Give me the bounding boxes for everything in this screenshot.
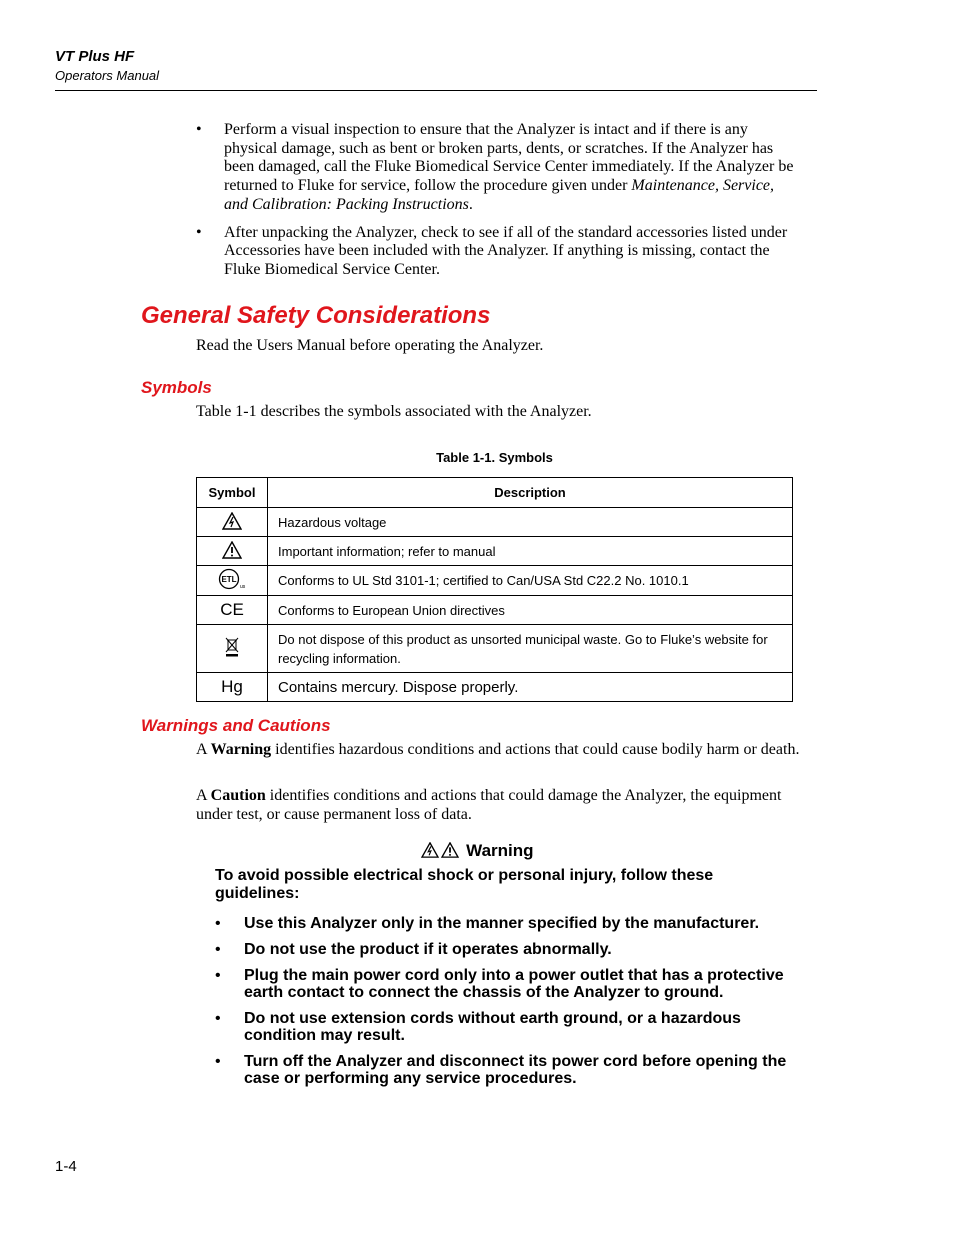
bullet-glyph: • (215, 915, 221, 932)
warning-def-prefix: A (196, 741, 211, 758)
bullet-glyph: • (196, 223, 202, 241)
warning-item-text: Use this Analyzer only in the manner specified by the manufacturer. (244, 915, 760, 932)
page-number: 1-4 (55, 1158, 77, 1175)
header-subtitle: Operators Manual (55, 68, 160, 83)
table-caption: Table 1-1. Symbols (436, 450, 553, 465)
column-header-symbol: Symbol (197, 478, 268, 508)
header-title: VT Plus HF (55, 48, 135, 65)
list-item (215, 967, 795, 1001)
warnings-cautions-heading: Warnings and Cautions (141, 716, 331, 735)
symbol-cell (197, 508, 268, 537)
caution-definition (196, 787, 806, 824)
list-item (215, 1010, 795, 1044)
mercury-symbol: Hg (197, 673, 268, 702)
list-item (215, 915, 795, 932)
table-row (197, 625, 793, 673)
list-item (215, 941, 795, 958)
bullet-glyph: • (196, 121, 202, 138)
inspection-bullet-list (196, 121, 796, 289)
warning-heading (196, 841, 759, 861)
symbols-table (196, 477, 793, 702)
warning-triangle-icon (441, 842, 459, 858)
bullet-text-a: Perform a visual inspection to ensure that the Analyzer is intact and if there is any physical damage, such as bent or broken parts, dents, or scratches. If the Analyzer has been damaged, call the Fluke Biomedical Service Center immediately. If the Analyzer be returned to Fluke for service, follow the procedure given under (224, 121, 794, 195)
etl-mark-icon (218, 568, 246, 590)
table-row (197, 673, 793, 702)
warning-intro: To avoid possible electrical shock or personal injury, follow these guidelines: (215, 867, 714, 902)
column-header-description: Description (268, 478, 793, 508)
table-row (197, 566, 793, 596)
weee-bin-icon (224, 636, 240, 658)
warning-definition (196, 741, 806, 760)
bullet-text-italic: Maintenance, Service, and Calibration: Packing Instructions (224, 177, 775, 213)
warning-item-text: Do not use extension cords without earth ground, or a hazardous condition may result. (244, 1010, 741, 1044)
warning-item-text: Plug the main power cord only into a power outlet that has a protective earth contact to connect the chassis of the Analyzer to ground. (244, 967, 784, 1001)
description-cell: Conforms to UL Std 3101-1; certified to Can/USA Std C22.2 No. 1010.1 (268, 566, 793, 596)
warning-heading-text: Warning (466, 841, 534, 860)
hazardous-voltage-icon (421, 842, 439, 858)
section-title: General Safety Considerations (141, 302, 491, 329)
warning-item-text: Do not use the product if it operates abnormally. (244, 941, 612, 958)
caution-def-bold: Caution (210, 787, 266, 804)
list-item (196, 224, 796, 280)
symbol-cell (197, 537, 268, 566)
bullet-glyph: • (215, 941, 221, 958)
warning-triangle-icon (222, 541, 242, 559)
symbol-cell (197, 625, 268, 673)
table-row (197, 508, 793, 537)
symbol-cell (197, 566, 268, 596)
warning-def-bold: Warning (210, 741, 272, 758)
list-item (196, 121, 796, 215)
symbols-intro: Table 1-1 describes the symbols associated with the Analyzer. (196, 403, 592, 420)
caution-def-rest: identifies conditions and actions that could damage the Analyzer, the equipment under test, or cause permanent loss of data. (196, 787, 782, 823)
bullet-text-b: . (468, 195, 473, 213)
hazardous-voltage-icon (222, 512, 242, 530)
caution-def-prefix: A (196, 787, 211, 804)
etl-mark-text: ETL (221, 575, 237, 584)
bullet-glyph: • (215, 1010, 221, 1027)
description-cell: Important information; refer to manual (268, 537, 793, 566)
table-row (197, 596, 793, 625)
warning-item-text: Turn off the Analyzer and disconnect its power cord before opening the case or performing any service procedures. (244, 1053, 787, 1087)
bullet-text: After unpacking the Analyzer, check to see if all of the standard accessories listed under Accessories have been included with the Analyzer. If anything is missing, contact the Fluke Biomedical Service Center. (224, 223, 788, 278)
bullet-glyph: • (215, 967, 221, 984)
table-header-row (197, 478, 793, 508)
warning-def-rest: identifies hazardous conditions and actions that could cause bodily harm or death. (271, 741, 800, 758)
ce-mark-icon (219, 600, 245, 618)
section-intro: Read the Users Manual before operating the Analyzer. (196, 337, 544, 354)
ce-mark-text: CE (220, 599, 244, 618)
header-rule (55, 90, 817, 91)
symbols-heading: Symbols (141, 378, 212, 397)
description-cell: Hazardous voltage (268, 508, 793, 537)
bullet-glyph: • (215, 1053, 221, 1070)
description-cell: Contains mercury. Dispose properly. (268, 673, 793, 702)
table-row (197, 537, 793, 566)
list-item (215, 1053, 795, 1087)
warning-list (215, 915, 795, 1096)
symbol-cell (197, 596, 268, 625)
description-cell: Conforms to European Union directives (268, 596, 793, 625)
description-cell: Do not dispose of this product as unsorted municipal waste. Go to Fluke’s website for recycling information. (268, 625, 793, 673)
svg-text:us: us (240, 584, 246, 590)
